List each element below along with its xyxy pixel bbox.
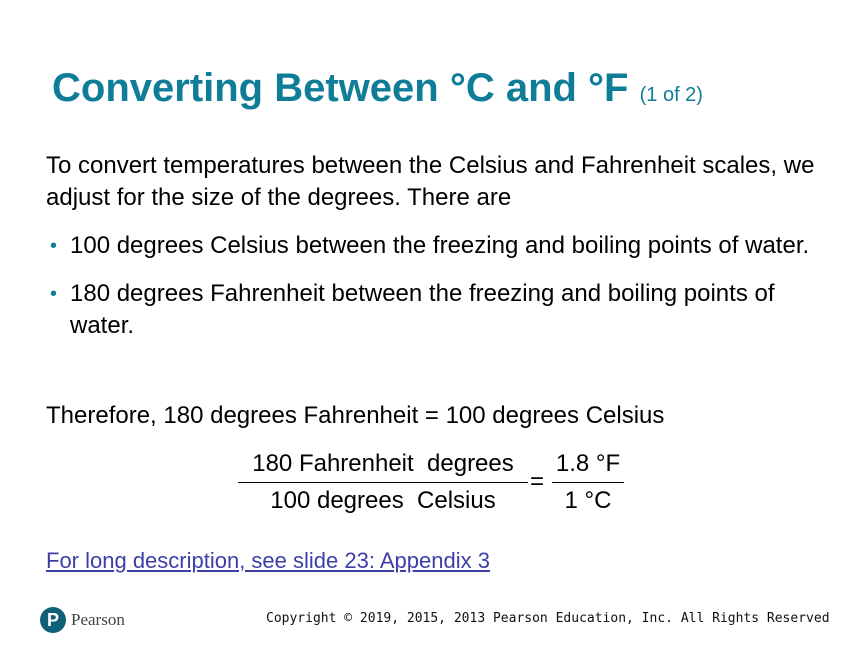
pearson-logo-icon: P	[40, 607, 66, 633]
fraction-conversion-factor	[552, 450, 624, 515]
therefore-statement: Therefore, 180 degrees Fahrenheit = 100 degrees Celsius	[46, 402, 665, 429]
fraction-numerator: 180 Fahrenheit degrees	[238, 450, 528, 483]
bullet-list	[46, 230, 836, 358]
list-item	[46, 230, 836, 262]
intro-paragraph: To convert temperatures between the Celsius and Fahrenheit scales, we adjust for the size of the degrees. There are	[46, 152, 815, 211]
bullet-text: 180 degrees Fahrenheit between the freezing and boiling points of water.	[70, 280, 775, 339]
title-main: Converting Between °C and °F	[52, 66, 629, 110]
fraction-fahrenheit-per-celsius	[238, 450, 528, 515]
slide-title	[52, 66, 703, 111]
bullet-text: 100 degrees Celsius between the freezing and boiling points of water.	[70, 232, 810, 259]
list-item	[46, 278, 836, 342]
copyright-notice: Copyright © 2019, 2015, 2013 Pearson Education, Inc. All Rights Reserved	[266, 611, 830, 626]
conversion-equation	[238, 450, 638, 520]
pearson-logo-text: Pearson	[71, 610, 125, 629]
equals-sign: =	[530, 468, 545, 495]
fraction-denominator: 1 °C	[564, 487, 612, 514]
fraction-denominator: 100 degrees Celsius	[270, 487, 496, 514]
bullet-icon: •	[50, 235, 58, 257]
fraction-numerator: 1.8 °F	[552, 450, 624, 483]
title-part-indicator: (1 of 2)	[639, 84, 703, 106]
bullet-icon: •	[50, 283, 58, 305]
pearson-logo	[40, 605, 125, 635]
long-description-link[interactable]: For long description, see slide 23: Appendix 3	[46, 548, 490, 573]
